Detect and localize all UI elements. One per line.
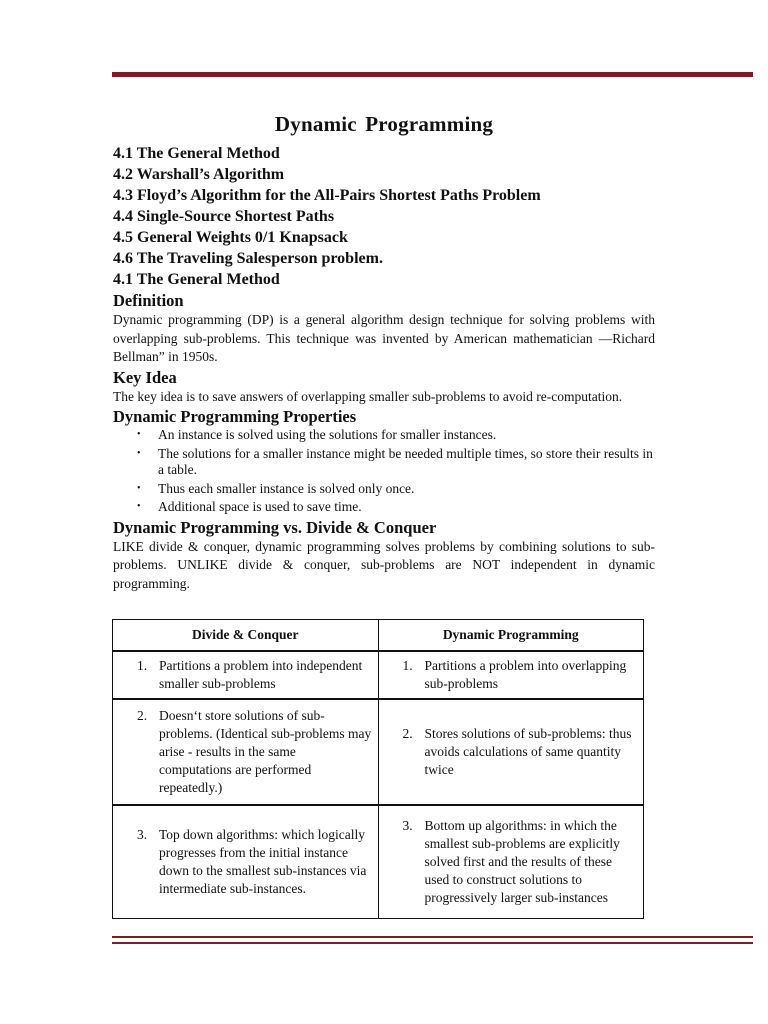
bullet-icon: • bbox=[137, 429, 141, 440]
definition-text: Dynamic programming (DP) is a general algorithm design technique for solving problems with overlapping sub-problems. This technique was invented by American mathematician ―Richard Bellman” in 1950s. bbox=[113, 312, 655, 364]
list-item-text: Additional space is used to save time. bbox=[158, 499, 362, 514]
item-number: 1. bbox=[402, 658, 413, 673]
table-header-row bbox=[113, 620, 644, 652]
table-of-contents bbox=[113, 143, 655, 290]
cell-text: Bottom up algorithms: in which the smallest sub-problems are explicitly solved first and the results of these used to construct solutions to progressively larger sub-instances bbox=[424, 818, 620, 905]
cell-text: Partitions a problem into independent smaller sub-problems bbox=[159, 658, 363, 691]
key-idea-heading: Key Idea bbox=[113, 367, 177, 387]
table-cell bbox=[113, 651, 379, 699]
table-cell bbox=[113, 805, 379, 919]
toc-item: 4.6 The Traveling Salesperson problem. bbox=[113, 250, 383, 267]
properties-heading: Dynamic Programming Properties bbox=[113, 407, 357, 426]
toc-item: 4.3 Floyd’s Algorithm for the All-Pairs Shortest Paths Problem bbox=[113, 187, 541, 204]
comparison-table bbox=[112, 619, 644, 919]
list-item-text: The solutions for a smaller instance might be needed multiple times, so store their results in a table. bbox=[158, 445, 653, 477]
table-row bbox=[113, 699, 644, 805]
cell-text: Top down algorithms: which logically progresses from the initial instance down to the smallest sub-instances via intermediate sub-instances. bbox=[159, 827, 367, 896]
properties-list bbox=[113, 427, 655, 516]
list-item bbox=[137, 499, 655, 516]
page-title: Dynamic Programming bbox=[274, 112, 494, 136]
toc-item: 4.5 General Weights 0/1 Knapsack bbox=[113, 229, 348, 246]
toc-item: 4.4 Single-Source Shortest Paths bbox=[113, 208, 335, 225]
comparison-text: LIKE divide & conquer, dynamic programming solves problems by combining solutions to sub-problems. UNLIKE divide & conquer, sub-problems are NOT independent in dynamic programming. bbox=[113, 538, 655, 591]
item-number: 1. bbox=[137, 658, 148, 673]
item-number: 3. bbox=[137, 827, 148, 842]
bullet-icon: • bbox=[137, 501, 141, 512]
list-item bbox=[137, 446, 655, 479]
item-number: 3. bbox=[402, 818, 413, 833]
list-item-text: An instance is solved using the solutions for smaller instances. bbox=[158, 427, 497, 442]
table-cell bbox=[113, 699, 379, 805]
comparison-heading: Dynamic Programming vs. Divide & Conquer bbox=[113, 517, 437, 537]
list-item-text: Thus each smaller instance is solved only once. bbox=[158, 480, 415, 496]
item-number: 2. bbox=[402, 726, 413, 741]
footer-rule bbox=[112, 936, 753, 944]
toc-item: 4.1 The General Method bbox=[113, 145, 280, 162]
table-cell bbox=[378, 805, 644, 919]
list-item bbox=[137, 427, 655, 444]
column-header-dynamic-programming: Dynamic Programming bbox=[378, 620, 644, 652]
header-rule bbox=[112, 72, 753, 77]
table-row bbox=[113, 805, 644, 919]
toc-item: 4.2 Warshall’s Algorithm bbox=[113, 166, 285, 183]
table-cell bbox=[378, 699, 644, 805]
cell-text: Stores solutions of sub-problems: thus avoids calculations of same quantity twice bbox=[424, 726, 632, 777]
bullet-icon: • bbox=[137, 447, 141, 459]
list-item bbox=[137, 481, 655, 498]
document-body bbox=[113, 112, 655, 593]
definition-heading: Definition bbox=[113, 291, 184, 310]
column-header-divide-conquer: Divide & Conquer bbox=[113, 620, 379, 652]
item-number: 2. bbox=[137, 708, 148, 723]
bullet-icon: • bbox=[137, 482, 141, 494]
cell-text: Partitions a problem into overlapping sub-problems bbox=[424, 658, 627, 691]
cell-text: Doesn‘t store solutions of sub-problems. (Identical sub-problems may arise - results in the same computations are performed repeatedly.) bbox=[159, 708, 372, 795]
table-cell bbox=[378, 651, 644, 699]
table-row bbox=[113, 651, 644, 699]
key-idea-text: The key idea is to save answers of overlapping smaller sub-problems to avoid re-computation. bbox=[113, 388, 623, 404]
toc-item: 4.1 The General Method bbox=[113, 271, 280, 288]
